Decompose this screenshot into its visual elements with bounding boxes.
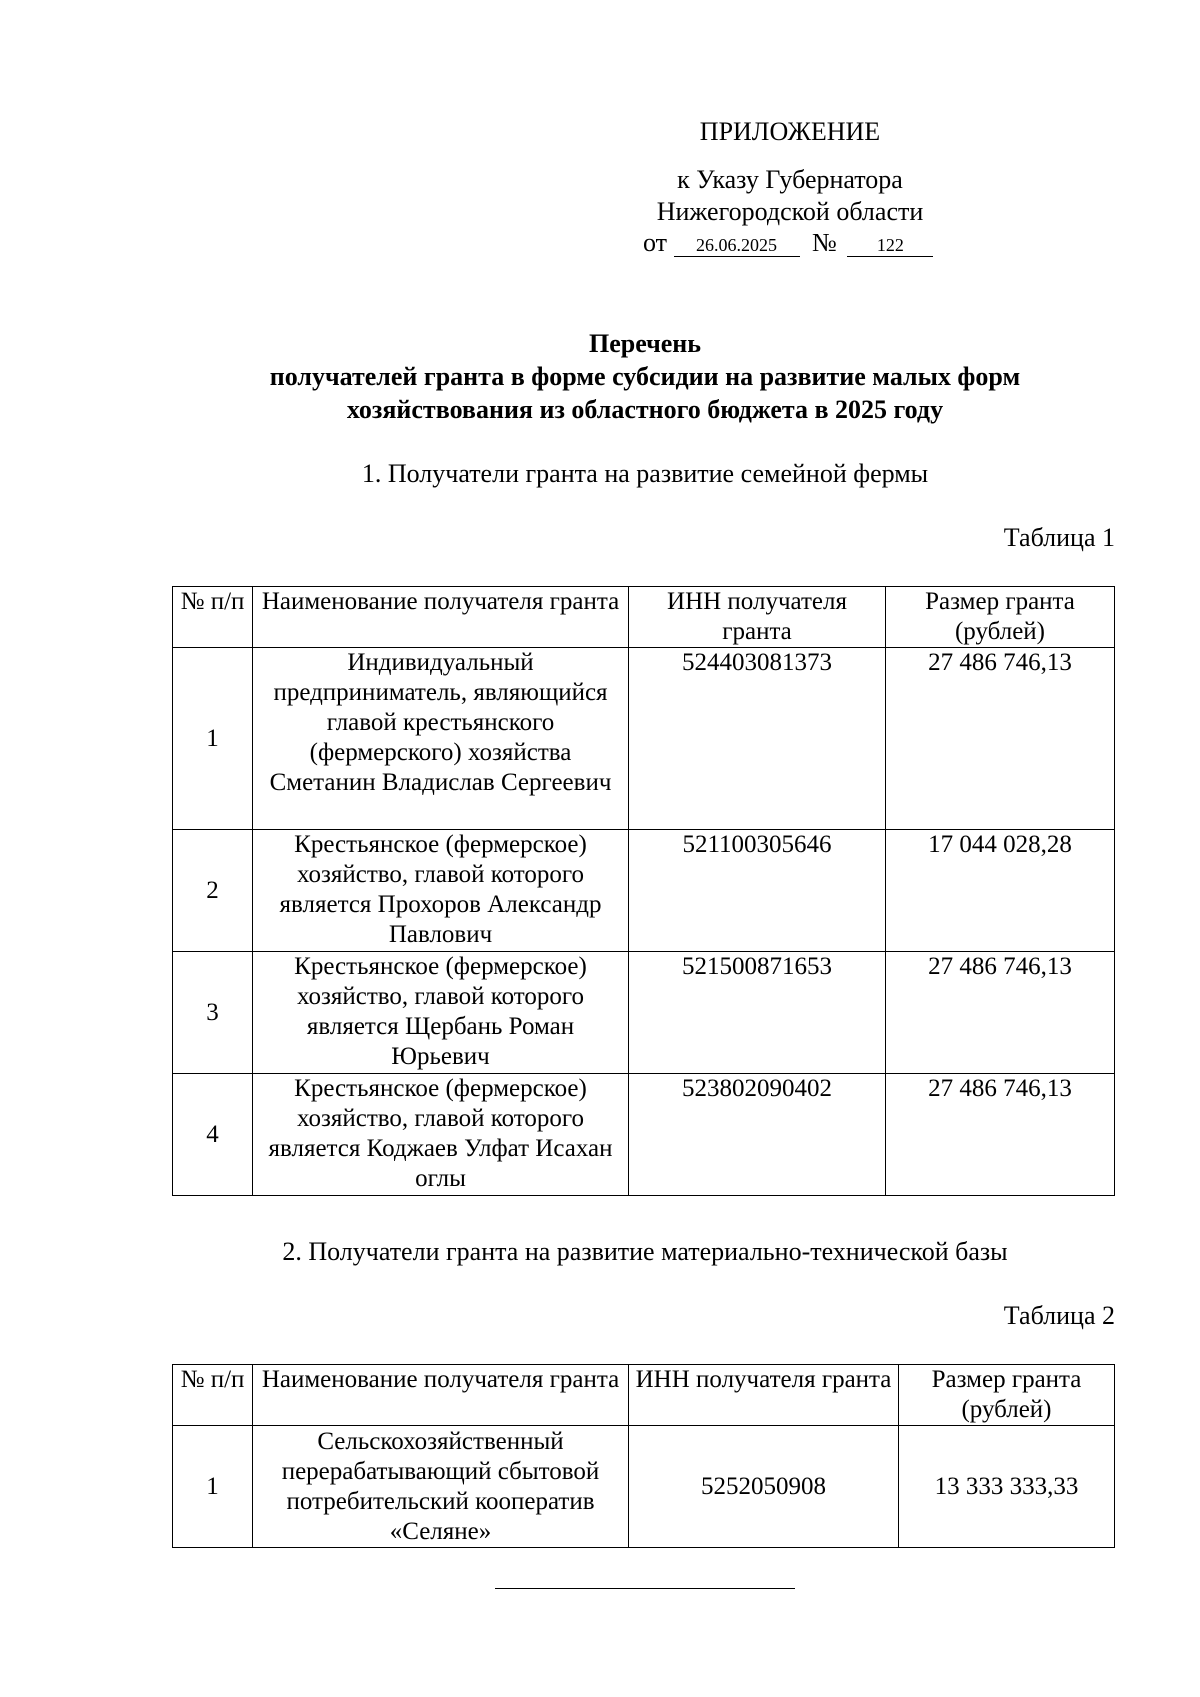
- recipient-name: Индивидуальный предприниматель, являющийся главой крестьянского (фермерского) хозяйства Сметанин Владислав Сергеевич: [253, 648, 629, 830]
- column-header-inn: ИНН получателя гранта: [629, 587, 886, 648]
- end-of-document-rule: [495, 1588, 795, 1589]
- decree-reference: к Указу Губернатора: [677, 165, 903, 194]
- column-header-name: Наименование получателя гранта: [253, 587, 629, 648]
- row-number: 3: [173, 952, 253, 1074]
- table-row: [173, 648, 1115, 830]
- title-line-2: получателей гранта в форме субсидии на развитие малых форм: [269, 362, 1021, 391]
- column-header-amount: Размер гранта (рублей): [886, 587, 1115, 648]
- title-line-3: хозяйствования из областного бюджета в 2025 году: [346, 395, 944, 424]
- number-sign: №: [812, 228, 837, 257]
- column-header-name: Наименование получателя гранта: [253, 1365, 629, 1426]
- table-2: [172, 1364, 1115, 1548]
- grant-amount: 27 486 746,13: [886, 648, 1115, 830]
- table-row: [173, 1426, 1115, 1548]
- recipient-inn: 521500871653: [629, 952, 886, 1074]
- section-1-heading: 1. Получатели гранта на развитие семейной фермы: [361, 459, 929, 488]
- table-row: [173, 952, 1115, 1074]
- recipient-name: Крестьянское (фермерское) хозяйство, главой которого является Коджаев Улфат Исахан оглы: [253, 1074, 629, 1196]
- recipient-inn: 521100305646: [629, 830, 886, 952]
- decree-date: 26.06.2025: [674, 234, 800, 257]
- table-row: [173, 1074, 1115, 1196]
- grant-amount: 27 486 746,13: [886, 1074, 1115, 1196]
- table-1-header-row: [173, 587, 1115, 648]
- column-header-number: № п/п: [173, 587, 253, 648]
- recipient-name: Сельскохозяйственный перерабатывающий сбытовой потребительский кооператив «Селяне»: [253, 1426, 629, 1548]
- section-2-heading: 2. Получатели гранта на развитие материально-технической базы: [282, 1237, 1008, 1266]
- recipient-inn: 5252050908: [629, 1426, 899, 1548]
- table-2-caption: Таблица 2: [1003, 1301, 1115, 1330]
- row-number: 1: [173, 648, 253, 830]
- recipient-name: Крестьянское (фермерское) хозяйство, главой которого является Прохоров Александр Павлович: [253, 830, 629, 952]
- document-title: [160, 327, 1130, 426]
- date-prefix: от: [643, 228, 668, 257]
- grant-amount: 17 044 028,28: [886, 830, 1115, 952]
- row-number: 1: [173, 1426, 253, 1548]
- column-header-number: № п/п: [173, 1365, 253, 1426]
- table-2-header-row: [173, 1365, 1115, 1426]
- column-header-inn: ИНН получателя гранта: [629, 1365, 899, 1426]
- grant-amount: 27 486 746,13: [886, 952, 1115, 1074]
- title-line-1: Перечень: [588, 329, 702, 358]
- recipient-inn: 524403081373: [629, 648, 886, 830]
- decree-date-line: [643, 228, 933, 258]
- recipient-name: Крестьянское (фермерское) хозяйство, главой которого является Щербань Роман Юрьевич: [253, 952, 629, 1074]
- decree-number: 122: [847, 234, 933, 257]
- table-row: [173, 830, 1115, 952]
- table-1-caption: Таблица 1: [1003, 523, 1115, 552]
- region-name: Нижегородской области: [656, 197, 924, 226]
- recipient-inn: 523802090402: [629, 1074, 886, 1196]
- row-number: 4: [173, 1074, 253, 1196]
- row-number: 2: [173, 830, 253, 952]
- appendix-label: ПРИЛОЖЕНИЕ: [699, 117, 881, 146]
- column-header-amount: Размер гранта (рублей): [899, 1365, 1115, 1426]
- grant-amount: 13 333 333,33: [899, 1426, 1115, 1548]
- table-1: [172, 586, 1115, 1196]
